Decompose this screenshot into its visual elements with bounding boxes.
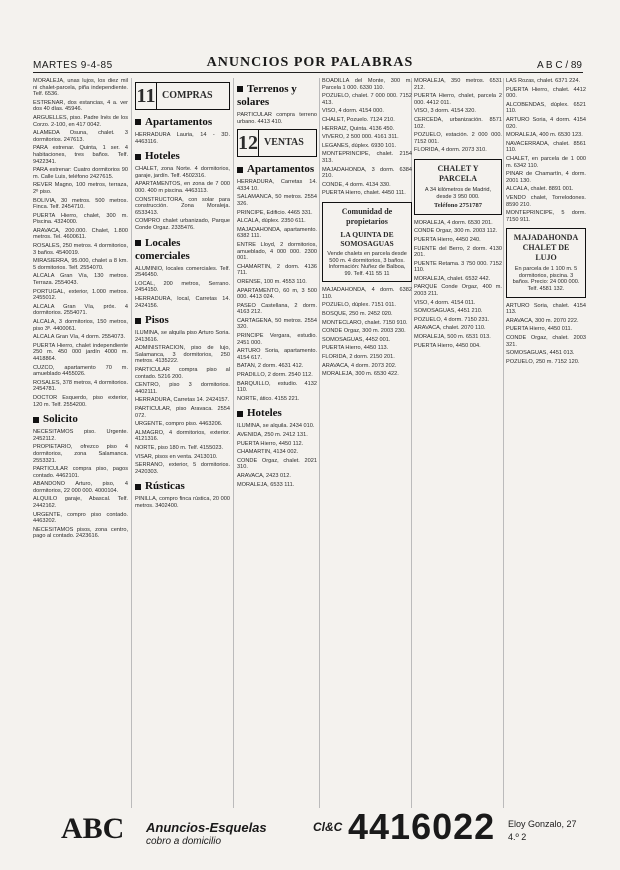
classified-list xyxy=(237,423,317,488)
agency-logo: Cl&C xyxy=(313,820,343,834)
ad-phone: Teléfono 2751787 xyxy=(434,202,482,210)
classified-ad: PARQUE Conde Orgaz, 400 m. 2003 211. xyxy=(414,284,502,298)
classified-list xyxy=(506,303,586,366)
classified-ad: LOCAL, 200 metros, Serrano. 2454150. xyxy=(135,280,230,294)
classified-ad: POZUELO, dúplex. 7151 011. xyxy=(322,302,396,309)
section-heading-apartamentos: Apartamentos xyxy=(135,116,230,129)
classified-ad: PARTICULAR compra terreno urbano. 4413 410. xyxy=(237,112,317,125)
section-heading-hoteles: Hoteles xyxy=(135,150,230,163)
classified-ad: SOMOSAGUAS, 4451 013. xyxy=(506,350,575,357)
classified-ad: ARTURO Soria, chalet. 4154 113. xyxy=(506,302,586,316)
abc-logo: ABC xyxy=(61,812,125,845)
classified-ad: CONSTRUCTORA, con solar para construcción. Zona Moraleja. 6533413. xyxy=(135,196,230,216)
classified-ad: HERRADURA, Carretas 14. 2424157. xyxy=(135,397,230,404)
display-ad-somosaguas xyxy=(322,202,412,282)
classified-ad: ILUMINA, se alquila piso Arturo Soria. 2413616. xyxy=(135,330,230,343)
classified-ad: ALMAGRO, 4 dormitorios, exterior. 4121316. xyxy=(135,429,230,443)
classified-ad: NECESITAMOS piso. Urgente. 2452112. xyxy=(33,429,128,442)
classified-ad: MORALEJA, 300 m. 6530 422. xyxy=(322,371,399,378)
classified-ad: MORALEJA, 6533 111. xyxy=(237,481,295,488)
classified-ad: PUERTA Hierro, chalet. 4412 000. xyxy=(506,86,586,100)
classified-ad: URGENTE, compro piso contado. 4463202. xyxy=(33,511,128,525)
classified-ad: ADMINISTRACION, piso de lujo, Salamanca, 3 dormitorios, 250 metros. 4135222. xyxy=(135,345,230,365)
classified-ad: HERRADURA Lauria, 14 - 3D. 4463116. xyxy=(135,132,230,145)
classified-ad: CONDE Orgaz, 300 m. 2003 230. xyxy=(322,328,406,335)
column-4 xyxy=(322,78,412,813)
category-box-compras xyxy=(135,82,230,110)
classified-ad: PUERTA Hierro, 4450 112. xyxy=(237,440,304,447)
classified-ad: ARAVACA, chalet. 2070 110. xyxy=(414,325,486,332)
classified-ad: CHALET, en parcela de 1 000 m. 6342 110. xyxy=(506,155,586,169)
classified-list xyxy=(135,166,230,231)
issue-date: MARTES 9-4-85 xyxy=(33,60,113,71)
footer-address xyxy=(508,818,577,844)
column-5 xyxy=(414,78,502,813)
classified-ad: CERCEDA, urbanización. 8571 102. xyxy=(414,116,502,130)
classified-ad: MAJADAHONDA, 4 dorm. 6382 110. xyxy=(322,287,412,300)
classified-ad: SOMOSAGUAS, 4452 001. xyxy=(322,336,391,343)
classified-ad: ORENSE, 100 m. 4553 110. xyxy=(237,278,307,285)
classified-ad: ROSALES, 250 metros. 4 dormitorios, 3 baños. 4540019. xyxy=(33,243,128,256)
classified-ad: SERRANO, exterior, 5 dormitorios. 2420303. xyxy=(135,462,230,475)
category-label: VENTAS xyxy=(264,136,304,148)
classified-ad: PINAR de Chamartín, 4 dorm. 2001 130. xyxy=(506,171,586,184)
classified-ad: POZUELO, 4 dorm. 7150 231. xyxy=(414,316,490,323)
classified-ad: FLORIDA, 4 dorm. 2073 310. xyxy=(414,147,487,154)
classified-ad: MORALEJA, chalet. 6532 442. xyxy=(414,275,491,282)
classified-ad: PARA estrenar. Quinta, 1 ser. 4 habitaciones, tres baños. Telf. 9422341. xyxy=(33,145,128,165)
classified-ad: MORALEJA, 4 dorm. 6530 201. xyxy=(414,219,493,226)
classified-ad: HERRAIZ, Quinta. 4136 450. xyxy=(322,125,395,132)
category-number: 12 xyxy=(238,132,258,155)
section-heading-solicito: Solicito xyxy=(33,413,128,426)
classified-ad: ROSALES, 378 metros, 4 dormitorios. 2454781. xyxy=(33,379,128,393)
classified-ad: POZUELO, estación. 2 000 000. 7152 001. xyxy=(414,132,502,145)
classified-ad: PUERTA Hierro, 4450 011. xyxy=(506,326,573,333)
classified-ad: PARTICULAR compra piso al contado. 5216 200. xyxy=(135,367,230,380)
classified-ad: NAVACERRADA, chalet. 8561 110. xyxy=(506,140,586,154)
section-heading-pisos: Pisos xyxy=(135,314,230,327)
classified-ad: CHAMARTIN, 2 dorm. 4136 711. xyxy=(237,263,317,277)
classified-ad: ARAVACA, 2423 012. xyxy=(237,472,291,479)
classified-ad: AVENIDA, 250 m. 2412 131. xyxy=(237,432,308,438)
classified-ad: PUERTA Hierro, chalet. 4450 111. xyxy=(322,190,406,197)
classified-ad: BOLIVIA, 30 metros. 500 metros. Finca. Telf. 2454710. xyxy=(33,197,128,211)
classified-ad: VENDO chalet, Torrelodones. 8590 210. xyxy=(506,194,586,208)
classified-ad: PRINCIPE Vergara, estudio. 2451 000. xyxy=(237,333,317,346)
ad-body: En parcela de 1 100 m. 5 dormitorios, piscina. 3 baños. Precio: 24 000 000. Telf. 4581 132. xyxy=(512,266,580,293)
classified-ad: PUERTA Hierro, 4450 004. xyxy=(414,342,481,349)
header-rule xyxy=(33,72,583,73)
classified-ad: APARTAMENTOS, en zona de 7 000 000. 400 m piscina. 4463113. xyxy=(135,181,230,194)
column-divider xyxy=(233,78,234,808)
classified-ad: PINILLA, compro finca rústica, 20 000 metros. 3402400. xyxy=(135,496,230,509)
page-number: A B C / 89 xyxy=(536,60,582,71)
classified-ad: SALAMANCA, 50 metros. 2554 326. xyxy=(237,194,317,207)
classified-ad: MORALEJA, 500 m. 6531 013. xyxy=(414,334,491,341)
classified-list xyxy=(237,112,317,125)
category-box-ventas xyxy=(237,129,317,157)
ad-heading: CHALET Y PARCELA xyxy=(437,163,479,183)
classified-ad: CONDE Orgaz, chalet. 2021 310. xyxy=(237,457,317,471)
section-heading-locales: Locales comerciales xyxy=(135,237,230,263)
classified-ad: CONDE Orgaz, chalet. 2003 321. xyxy=(506,335,586,348)
classified-ad: PRADILLO, 2 dorm. 2540 112. xyxy=(237,372,313,379)
classified-ad: ARAVACA, 200.000. Chalet, 1.800 metros. Tel. 4600611. xyxy=(33,227,128,241)
classified-ad: PUERTA Hierro, chalet, parcela 2 000. 4412 011. xyxy=(414,93,502,106)
classified-ad: LEGANES, dúplex. 6930 101. xyxy=(322,142,397,149)
classified-ad: VIVERO, 2 500 000. 4161 311. xyxy=(322,134,399,141)
ad-heading: MAJADAHONDA CHALET DE LUJO xyxy=(513,233,579,263)
classified-ad: PROPIETARIO, ofrezco piso 4 dormitorios, zona Salamanca. 2553321. xyxy=(33,444,128,464)
classified-list xyxy=(135,266,230,310)
classified-ad: MONTEPRINCIPE, chalet. 2154 313. xyxy=(322,151,412,164)
classified-ad: ARTURO Soria, 4 dorm. 4154 020. xyxy=(506,116,586,130)
classified-ad: CARTAGENA, 50 metros. 2554 320. xyxy=(237,317,317,331)
classified-ad: BATAN, 2 dorm. 4631 412. xyxy=(237,363,304,370)
classified-ad: ALQUILO garaje, Abascal. Telf. 2442162. xyxy=(33,496,128,510)
display-ad-majadahonda xyxy=(506,228,586,297)
classified-list xyxy=(33,78,128,408)
classified-ad: VISO, 4 dorm. 4154 000. xyxy=(322,108,384,115)
page-header xyxy=(0,0,620,84)
classified-ad: FUENTE del Berro, 2 dorm. 4130 201. xyxy=(414,245,502,259)
classified-ad: SOMOSAGUAS, 4451 210. xyxy=(414,308,483,315)
classified-ad: ENTRE Lloyd, 2 dormitorios, amueblado, 4 000 000. 2300 001. xyxy=(237,241,317,262)
classified-ad: ILUMINA, se alquila. 2434 010. xyxy=(237,423,315,430)
classified-ad: BOSQUE, 250 m. 2452 020. xyxy=(322,311,393,318)
footer-ad-banner xyxy=(33,806,583,854)
classified-ad: REVER Magno, 100 metros, terraza, 2º piso. xyxy=(33,182,128,195)
classified-ad: ALCOBENDAS, dúplex. 6521 110. xyxy=(506,101,586,115)
classified-ad: VISO, 4 dorm. 4154 011. xyxy=(414,299,476,306)
classified-ad: POZUELO, 250 m. 7152 120. xyxy=(506,358,580,365)
classified-ad: MIRASIERRA, 95.000, chalet a 8 km. 5 dormitorios. Telf. 2554070. xyxy=(33,258,128,271)
classified-ad: MORALEJA, 400 m. 6530 123. xyxy=(506,132,583,139)
classified-ad: PORTUGAL, exterior, 1.000 metros. 2455012. xyxy=(33,288,128,302)
classified-ad: NORTE, ático. 4155 221. xyxy=(237,395,300,402)
classified-ad: PARTICULAR compra piso, pagos contado. 4462101. xyxy=(33,466,128,479)
classified-ad: MORALEJA, unas lujos, los diez mil ni chalet-parcela, piña independiente. Telf. 6536. xyxy=(33,78,128,98)
classified-ad: BOADILLA del Monte, 300 m. Parcela 1 000. 6330 110. xyxy=(322,78,412,91)
classified-ad: PRINCIPE, Edificio. 4465 331. xyxy=(237,209,313,216)
classified-ad: ALCALA Gran Vía, 130 metros. Terraza. 2554043. xyxy=(33,273,128,287)
classified-ad: ALCALA, chalet. 8891 001. xyxy=(506,186,574,193)
category-number: 11 xyxy=(136,85,156,107)
classified-ad: MORALEJA, 350 metros. 6531 212. xyxy=(414,78,502,91)
classified-ad: ARAVACA, 300 m. 2070 222. xyxy=(506,317,579,324)
section-heading-apartamentos: Apartamentos xyxy=(237,163,317,176)
classified-ad: PUERTA Hierro, 4450 113. xyxy=(322,345,389,352)
classified-ad: BARQUILLO, estudio. 4132 110. xyxy=(237,380,317,394)
classified-list xyxy=(135,330,230,475)
ad-subheading: LA QUINTA DE SOMOSAGUAS xyxy=(340,229,394,248)
ad-body: Vende chalets en parcela desde 500 m. 4 dormitorios, 3 baños. Información: Nuñez de Balboa, 99. Telf. 411 55 11 xyxy=(327,250,407,277)
classified-ad: PUENTE Retama. 3 750 000. 7152 110. xyxy=(414,260,502,274)
column-2 xyxy=(135,78,230,813)
classified-ad: DOCTOR Esquerdo, piso exterior, 120 m. Telf. 2554200. xyxy=(33,394,128,408)
classified-ad: CHALET, Pozuelo. 7124 210. xyxy=(322,116,395,123)
classified-ad: MAJADAHONDA, 3 dorm. 6384 210. xyxy=(322,166,412,180)
classified-ad: PUERTA Hierro, 4450 240. xyxy=(414,236,481,243)
classified-ad: CHALET, zona Norte. 4 dormitorios, garaje, jardín. Telf. 4502316. xyxy=(135,166,230,179)
classified-list xyxy=(135,132,230,145)
classified-ad: PASEO Castellana, 2 dorm. 4163 212. xyxy=(237,302,317,316)
address-line-1: Eloy Gonzalo, 27 xyxy=(508,819,577,829)
classified-ad: ALCALA Gran Vía, próx. 4 dormitorios. 2554071. xyxy=(33,303,128,317)
classified-ad: APARTAMENTO, 60 m, 3 500 000. 4413 024. xyxy=(237,287,317,301)
footer-phone: 4416022 xyxy=(348,806,496,847)
classified-ad: MONTEPRINCIPE, 5 dorm. 7150 911. xyxy=(506,210,586,223)
classified-ad: LAS Rozas, chalet. 6371 224. xyxy=(506,78,581,84)
classified-list xyxy=(322,78,412,197)
classified-list xyxy=(414,220,502,350)
classified-ad: ALUMINIO, locales comerciales. Telf. 2546450. xyxy=(135,265,230,279)
classified-ad: ESTRENAR, dos estancias, 4 a. ver dos 40 días. 45946. xyxy=(33,99,128,113)
classified-ad: HERRADURA, local, Carretas 14. 2424156. xyxy=(135,295,230,309)
section-title: ANUNCIOS POR PALABRAS xyxy=(206,55,414,70)
classified-ad: NECESITAMOS pisos, zona centro, pago al contado. 2423616. xyxy=(33,526,128,540)
classified-ad: ALAMEDA Osuna, chalet. 3 dormitorios. 247613. xyxy=(33,130,128,143)
classified-ad: VISAR, pisos en venta. 2413010. xyxy=(135,453,218,460)
section-heading-hoteles: Hoteles xyxy=(237,407,317,420)
column-6 xyxy=(506,78,586,813)
classified-ad: CONDE, 4 dorm. 4134 330. xyxy=(322,181,391,188)
section-heading-rusticas: Rústicas xyxy=(135,480,230,493)
classified-ad: MAJADAHONDA, apartamento. 6382 111. xyxy=(237,226,317,240)
ad-body: A 34 kilómetros de Madrid, desde 3 950 000. xyxy=(424,186,492,200)
footer-subslogan: cobro a domicilio xyxy=(146,836,222,847)
display-ad-chalet-parcela xyxy=(414,159,502,215)
classified-ad: PARTICULAR, piso Aravaca. 2554 072. xyxy=(135,406,230,419)
classified-ad: CENTRO, piso 3 dormitorios. 4402111. xyxy=(135,382,230,395)
classified-ad: ARAVACA, 4 dorm. 2073 202. xyxy=(322,362,397,369)
column-divider xyxy=(319,78,320,808)
classified-ad: CONDE Orgaz, 300 m. 2003 112. xyxy=(414,228,498,235)
classified-list xyxy=(135,496,230,509)
column-3 xyxy=(237,78,317,813)
classified-ad: ALCALA, 3 dormitorios, 150 metros, piso 3º. 4400061. xyxy=(33,319,128,332)
classified-ad: ALCALA Gran Vía, 4 dorm. 2554073. xyxy=(33,334,126,341)
classified-ad: MONTECLARO, chalet. 7150 910. xyxy=(322,319,408,326)
classified-ad: HERRADURA, Carretas 14. 4334 10. xyxy=(237,179,317,192)
column-1 xyxy=(33,78,128,813)
classified-ad: CHAMARTIN, 4134 002. xyxy=(237,449,299,456)
classified-ad: ARGUELLES, piso. Padre Inés de los Corzo. 2-100, en 417 0042. xyxy=(33,114,128,128)
classified-ad: NORTE, piso 180 m. Telf. 4155023. xyxy=(135,445,224,451)
classified-ad: VISO, 3 dorm. 4154 320. xyxy=(414,108,476,115)
classified-list xyxy=(414,78,502,154)
classified-ad: ALCALA, dúplex. 2350 611. xyxy=(237,218,306,225)
classified-list xyxy=(237,179,317,402)
address-line-2: 4.º 2 xyxy=(508,832,527,842)
classified-ad: PUERTA Hierro, chalet independiente 250 m. 450 000 jardín 4000 m. 4418864. xyxy=(33,342,128,362)
column-divider xyxy=(131,78,132,808)
classified-ad: ARTURO Soria, apartamento. 4154 617. xyxy=(237,348,317,361)
footer-slogan: Anuncios-Esquelas xyxy=(146,820,267,835)
classified-ad: PUERTA Hierro, chalet, 300 m. Piscina. 4324000. xyxy=(33,212,128,226)
classified-ad: CUZCO, apartamento 70 m. amueblado 4455026. xyxy=(33,364,128,378)
classified-ad: FLORIDA, 2 dorm. 2150 201. xyxy=(322,354,395,361)
category-label: COMPRAS xyxy=(162,89,213,101)
classified-ad: URGENTE, compro piso. 4463206. xyxy=(135,421,223,428)
classified-ad: ABANDONO Arturo, piso, 4 dormitorios, 22 000 000. 4000104. xyxy=(33,481,128,494)
classified-list xyxy=(322,287,412,378)
classified-list xyxy=(506,78,586,223)
column-divider xyxy=(503,78,504,808)
classified-list xyxy=(33,429,128,540)
ad-heading: Comunidad de propietarios xyxy=(341,206,393,226)
classified-ad: COMPRO chalet urbanizado, Parque Conde Orgaz. 2335476. xyxy=(135,218,230,231)
classified-ad: POZUELO, chalet. 7 000 000. 7152 413. xyxy=(322,93,412,106)
classified-ad: PARA estrenar: Cuatro dormitorios 90 m. Calle Luis, teléfono 2427615. xyxy=(33,167,128,180)
section-heading-terrenos: Terrenos y solares xyxy=(237,83,317,109)
